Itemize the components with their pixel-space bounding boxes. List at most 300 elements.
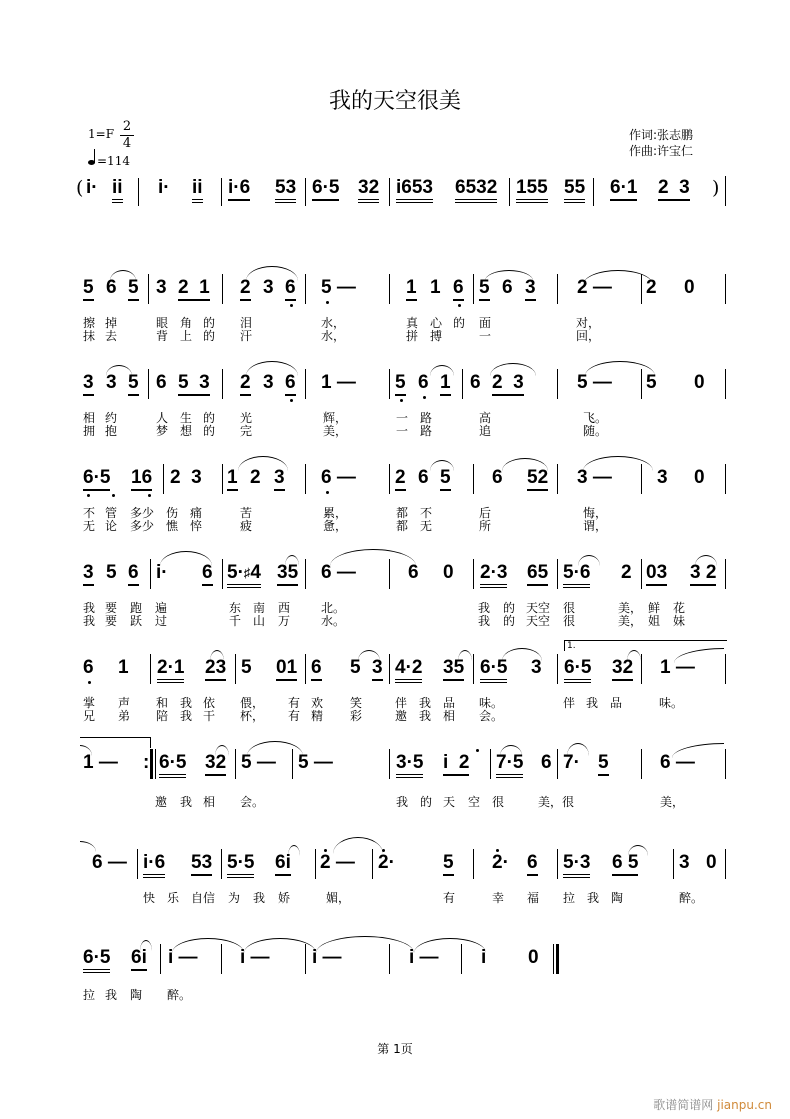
time-signature-bottom: 4 (122, 136, 132, 151)
lyric: 依 (203, 696, 216, 710)
lyric: 味。 (479, 696, 504, 710)
lyric: 的 (453, 316, 466, 330)
lyric: 水， (321, 329, 346, 343)
lyric: 西 (278, 601, 291, 615)
lyric: 鲜 (648, 601, 661, 615)
barline (389, 654, 390, 684)
note: 03 (646, 563, 667, 586)
high-octave-dot (476, 749, 479, 752)
score-row-intro (0, 170, 790, 260)
lyric: 一 (396, 411, 409, 425)
sharp-icon: ♯ (243, 565, 251, 580)
lyric: 抹 (83, 329, 96, 343)
barline (473, 654, 474, 684)
lyric: 我 (419, 696, 432, 710)
lyric: 邀 (155, 795, 168, 809)
note: 2 — (320, 852, 355, 873)
note: i — (312, 947, 342, 968)
note: 6 — (660, 752, 695, 773)
note: 6·5 (480, 658, 507, 683)
lyric: 拉 (83, 988, 96, 1002)
lyric: 人 (156, 411, 169, 425)
note: 6 5 (612, 853, 638, 876)
lyric: 掉 (105, 316, 118, 330)
low-octave-dot (423, 396, 426, 399)
lyric: 我 (83, 614, 96, 628)
lyric: 美， (660, 795, 685, 809)
note: 6 (502, 277, 513, 298)
lyric: 背 (156, 329, 169, 343)
barline (221, 178, 222, 206)
lyric: 天空 (526, 601, 551, 615)
note: 3 (156, 277, 167, 298)
note: 6 — (321, 467, 356, 488)
lyric: 相 (203, 795, 216, 809)
lyric: 拥 (83, 424, 96, 438)
lyric: 水， (321, 316, 346, 330)
high-octave-dot (496, 849, 499, 852)
barline (641, 559, 642, 589)
note: 53 (191, 853, 212, 876)
lyric: 我 (105, 988, 118, 1002)
lyric: 会。 (479, 709, 504, 723)
note: 4·2 (395, 658, 422, 683)
barline (389, 464, 390, 494)
lyric: 路 (420, 424, 433, 438)
score-row-4 (0, 555, 790, 645)
lyric: 陶 (130, 988, 143, 1002)
note: 16 (131, 468, 152, 491)
note: 6·5 (564, 658, 591, 683)
repeat-dots: : (143, 752, 150, 773)
lyric: 泪 (240, 316, 253, 330)
lyric: 要 (105, 601, 118, 615)
key-signature: 1=F (88, 127, 115, 141)
barline (473, 559, 474, 589)
barline (462, 369, 463, 399)
lyric: 品 (443, 696, 456, 710)
barline (490, 749, 491, 779)
note: 01 (276, 658, 297, 681)
lyric: 陪 (156, 709, 169, 723)
note: 1 (406, 278, 417, 301)
lyric: 东 (229, 601, 242, 615)
note: 5 (646, 372, 657, 393)
note: 3 (679, 852, 690, 873)
lyric: 乐 (167, 891, 180, 905)
note: 5 — (298, 752, 333, 773)
barline (372, 849, 373, 879)
time-signature-top: 2 (122, 119, 132, 134)
low-octave-dot (88, 681, 91, 684)
barline (725, 559, 726, 589)
lyric: 伤 (166, 506, 179, 520)
lyric: 我 (478, 601, 491, 615)
repeat-barline-thin (155, 749, 156, 779)
lyric: 我 (419, 709, 432, 723)
barline (315, 849, 316, 879)
barline (473, 464, 474, 494)
note: 53 (275, 178, 296, 203)
note: i·6 (143, 853, 165, 878)
note: 1 (440, 373, 451, 396)
barline (160, 944, 161, 974)
lyric: 我 (180, 696, 193, 710)
note: 6 (418, 372, 429, 393)
lyric: 生 (180, 411, 193, 425)
barline (305, 654, 306, 684)
note: 5 3 (178, 373, 210, 396)
lyric: 很 (492, 795, 505, 809)
lyric: 天空 (526, 614, 551, 628)
lyric: 的 (203, 329, 216, 343)
barline (641, 654, 642, 684)
barline (235, 654, 236, 684)
note: 1 (118, 657, 129, 678)
lyric: 跃 (130, 614, 143, 628)
barline (725, 369, 726, 399)
note: 1 — (660, 657, 695, 678)
volta-label: 1. (567, 641, 576, 651)
lyric: 有 (443, 891, 456, 905)
barline (389, 944, 390, 974)
song-title: 我的天空很美 (328, 89, 461, 114)
barline (557, 849, 558, 879)
lyric: 千 (229, 614, 242, 628)
lyric: 为 (228, 891, 241, 905)
note: 5 (83, 278, 94, 301)
note: 2 3 (492, 373, 524, 396)
note: 55 (564, 178, 585, 203)
lyric: 幸 (492, 891, 505, 905)
note: 23 (205, 658, 226, 681)
barline (641, 369, 642, 399)
note: 6i (275, 853, 291, 876)
note: i· (158, 177, 170, 198)
lyric: 我 (587, 891, 600, 905)
lyric: 痛 (190, 506, 203, 520)
tempo-marking (88, 154, 130, 168)
watermark (653, 1096, 772, 1113)
note: 6 (202, 563, 213, 586)
score-row-2 (0, 365, 790, 455)
barline (150, 559, 151, 589)
lyric: 我 (586, 696, 599, 710)
note: 6 (527, 853, 538, 876)
lyric: 擦 (83, 316, 96, 330)
lyric: 谓， (583, 519, 608, 533)
note: 2 (621, 562, 632, 583)
lyric: 伴 (563, 696, 576, 710)
note: 5 — (321, 277, 356, 298)
lyric: 醉。 (167, 988, 192, 1002)
lyric: 相 (443, 709, 456, 723)
note: 65 (527, 563, 548, 586)
lyric: 有 (288, 709, 301, 723)
lyric: 精 (311, 709, 324, 723)
barline (221, 849, 222, 879)
lyric: 一 (479, 329, 492, 343)
close-paren: ) (712, 177, 720, 199)
note: 6 (418, 467, 429, 488)
lyric: 妹 (673, 614, 686, 628)
lyric: 角 (180, 316, 193, 330)
note: 6532 (455, 178, 497, 203)
note: 2 (240, 373, 251, 396)
lyric: 都 (396, 519, 409, 533)
note: i — (240, 947, 270, 968)
note: 5 (106, 562, 117, 583)
barline (725, 464, 726, 494)
lyric: 兄 (83, 709, 96, 723)
score-row-6 (0, 745, 790, 835)
lyric: 媚， (326, 891, 351, 905)
note: 2 3 (170, 467, 202, 488)
note: 2 3 (658, 178, 690, 201)
lyric: 不 (83, 506, 96, 520)
note: 6·5 (159, 753, 186, 778)
lyric: 过 (155, 614, 168, 628)
credits (629, 127, 693, 159)
barline (305, 944, 306, 974)
lyric: 高 (479, 411, 492, 425)
barline (305, 274, 306, 304)
note: i 2 (443, 753, 469, 776)
lyric: 声 (118, 696, 131, 710)
note: 6·5 (312, 178, 339, 201)
barline (222, 274, 223, 304)
note: 5 (350, 657, 361, 678)
note: 3 (263, 277, 274, 298)
note: 6·5 (83, 468, 110, 491)
final-barline-thick (556, 944, 559, 974)
lyric: 天 (443, 795, 456, 809)
note: 32 (612, 658, 633, 681)
lyricist: 作词:张志鹏 (629, 128, 694, 142)
barline (389, 369, 390, 399)
lyric: 和 (156, 696, 169, 710)
note: 6 — (321, 562, 356, 583)
lyric: 遍 (155, 601, 168, 615)
note: 6·1 (610, 178, 637, 201)
note: 5 (395, 373, 406, 396)
watermark-cn: 歌谱简谱网 (653, 1098, 714, 1112)
low-octave-dot (290, 399, 293, 402)
lyric: 干 (203, 709, 216, 723)
low-octave-dot (148, 494, 151, 497)
note: 3 (657, 467, 668, 488)
note: 6 (492, 467, 503, 488)
note: 2 (240, 278, 251, 301)
lyric: 山 (253, 614, 266, 628)
lyric: 的 (203, 411, 216, 425)
lyric: 自信 (191, 891, 216, 905)
quarter-note-icon (88, 160, 95, 165)
note: 2 1 (178, 278, 210, 301)
barline (222, 559, 223, 589)
note: 0 (694, 467, 705, 488)
lyric: 抱 (105, 424, 118, 438)
lyric: 欢 (311, 696, 324, 710)
note: 35 (277, 563, 298, 586)
lyric: 美，很 (538, 795, 575, 809)
volta-bracket-end (80, 737, 151, 748)
note: 5 (241, 657, 252, 678)
note: 2 (646, 277, 657, 298)
lyric: 南 (253, 601, 266, 615)
note: 6 (453, 278, 464, 301)
note: 3·5 (396, 753, 423, 778)
lyric: 去 (105, 329, 118, 343)
barline (557, 369, 558, 399)
lyric: 上 (180, 329, 193, 343)
score-row-7 (0, 845, 790, 935)
note: 3 (531, 657, 542, 678)
barline (138, 178, 139, 206)
score-row-5 (0, 641, 790, 740)
note: i653 (396, 178, 433, 203)
score-row-8 (0, 940, 790, 1030)
lyric: 我 (180, 709, 193, 723)
tempo-value: =114 (97, 154, 130, 168)
note: 5·3 (563, 853, 590, 878)
note: 1 — (83, 752, 118, 773)
barline (509, 178, 510, 206)
barline (389, 178, 390, 206)
page-number: 第 1页 (377, 1042, 413, 1056)
note: 0 (443, 562, 454, 583)
note: 1 (227, 468, 238, 491)
lyric: 对， (576, 316, 601, 330)
lyric: 我 (253, 891, 266, 905)
note: 5 (443, 853, 454, 876)
lyric: 光 (240, 411, 253, 425)
note: 6 — (92, 852, 127, 873)
note: 3 (525, 278, 536, 301)
lyric: 辉， (323, 411, 348, 425)
lyric: 惫， (323, 519, 348, 533)
note: 5 (598, 753, 609, 776)
lyric: 很 (563, 614, 576, 628)
high-octave-dot (382, 849, 385, 852)
lyric: 美， (618, 601, 643, 615)
score-row-3 (0, 460, 790, 550)
note: 5·6 (563, 563, 590, 588)
tie (80, 841, 96, 852)
lyric: 路 (420, 411, 433, 425)
lyric: 掌 (83, 696, 96, 710)
lyric: 笑 (350, 696, 363, 710)
lyric: 的 (203, 316, 216, 330)
note: ii (192, 178, 203, 203)
barline (593, 178, 594, 206)
score-row-1 (0, 270, 790, 360)
barline (389, 559, 390, 589)
lyric: 跑 (130, 601, 143, 615)
lyric: 憔 (166, 519, 179, 533)
barline (557, 654, 558, 684)
low-octave-dot (87, 494, 90, 497)
note: 5 (128, 373, 139, 396)
note: 0 (694, 372, 705, 393)
note: 3 2 (690, 563, 716, 586)
note: 1 (430, 277, 441, 298)
lyric: 拼 (406, 329, 419, 343)
note: 5·5 (227, 853, 254, 878)
low-octave-dot (458, 304, 461, 307)
lyric: 陶 (611, 891, 624, 905)
barline (148, 274, 149, 304)
lyric: 一 (396, 424, 409, 438)
lyric: 我 (83, 601, 96, 615)
lyric: 论 (105, 519, 118, 533)
lyric: 的 (503, 614, 516, 628)
barline (557, 749, 558, 779)
barline (389, 749, 390, 779)
barline (461, 944, 462, 974)
note: 5 — (241, 752, 276, 773)
barline (389, 274, 390, 304)
note: 0 (706, 852, 717, 873)
note: 6 (83, 657, 94, 678)
lyric: 杯， (240, 709, 265, 723)
barline (222, 369, 223, 399)
lyric: 拉 (563, 891, 576, 905)
lyric: 悴 (190, 519, 203, 533)
lyric: 悔， (583, 506, 608, 520)
lyric: 伴 (395, 696, 408, 710)
lyric: 汗 (240, 329, 253, 343)
note: 35 (443, 658, 464, 681)
lyric: 梦 (156, 424, 169, 438)
lyric: 无 (83, 519, 96, 533)
lyric: 心 (430, 316, 443, 330)
note: 32 (358, 178, 379, 203)
note: 2· (378, 852, 395, 873)
lyric: 我 (478, 614, 491, 628)
barline (305, 559, 306, 589)
low-octave-dot (326, 301, 329, 304)
note: 5·♯4 (227, 563, 261, 588)
barline (148, 369, 149, 399)
lyric: 我 (396, 795, 409, 809)
barline (725, 849, 726, 879)
note: i· (156, 562, 168, 583)
lyric: 我 (180, 795, 193, 809)
lyric: 后 (479, 506, 492, 520)
lyric: 的 (203, 424, 216, 438)
note: 2·1 (157, 658, 184, 683)
lyric: 相 (83, 411, 96, 425)
note: 2· (492, 852, 509, 873)
lyric: 娇 (278, 891, 291, 905)
note: 3 (83, 373, 94, 396)
note: ii (112, 178, 123, 203)
lyric: 有 (288, 696, 301, 710)
lyric: 约 (105, 411, 118, 425)
open-paren: ( (76, 177, 84, 199)
lyric: 疲 (240, 519, 253, 533)
lyric: 味。 (659, 696, 684, 710)
lyric: 管 (105, 506, 118, 520)
lyric: 累， (323, 506, 348, 520)
lyric: 回， (576, 329, 601, 343)
note: 32 (205, 753, 226, 776)
lyric: 都 (396, 506, 409, 520)
high-octave-dot (324, 849, 327, 852)
lyric: 彩 (350, 709, 363, 723)
lyric: 空 (468, 795, 481, 809)
